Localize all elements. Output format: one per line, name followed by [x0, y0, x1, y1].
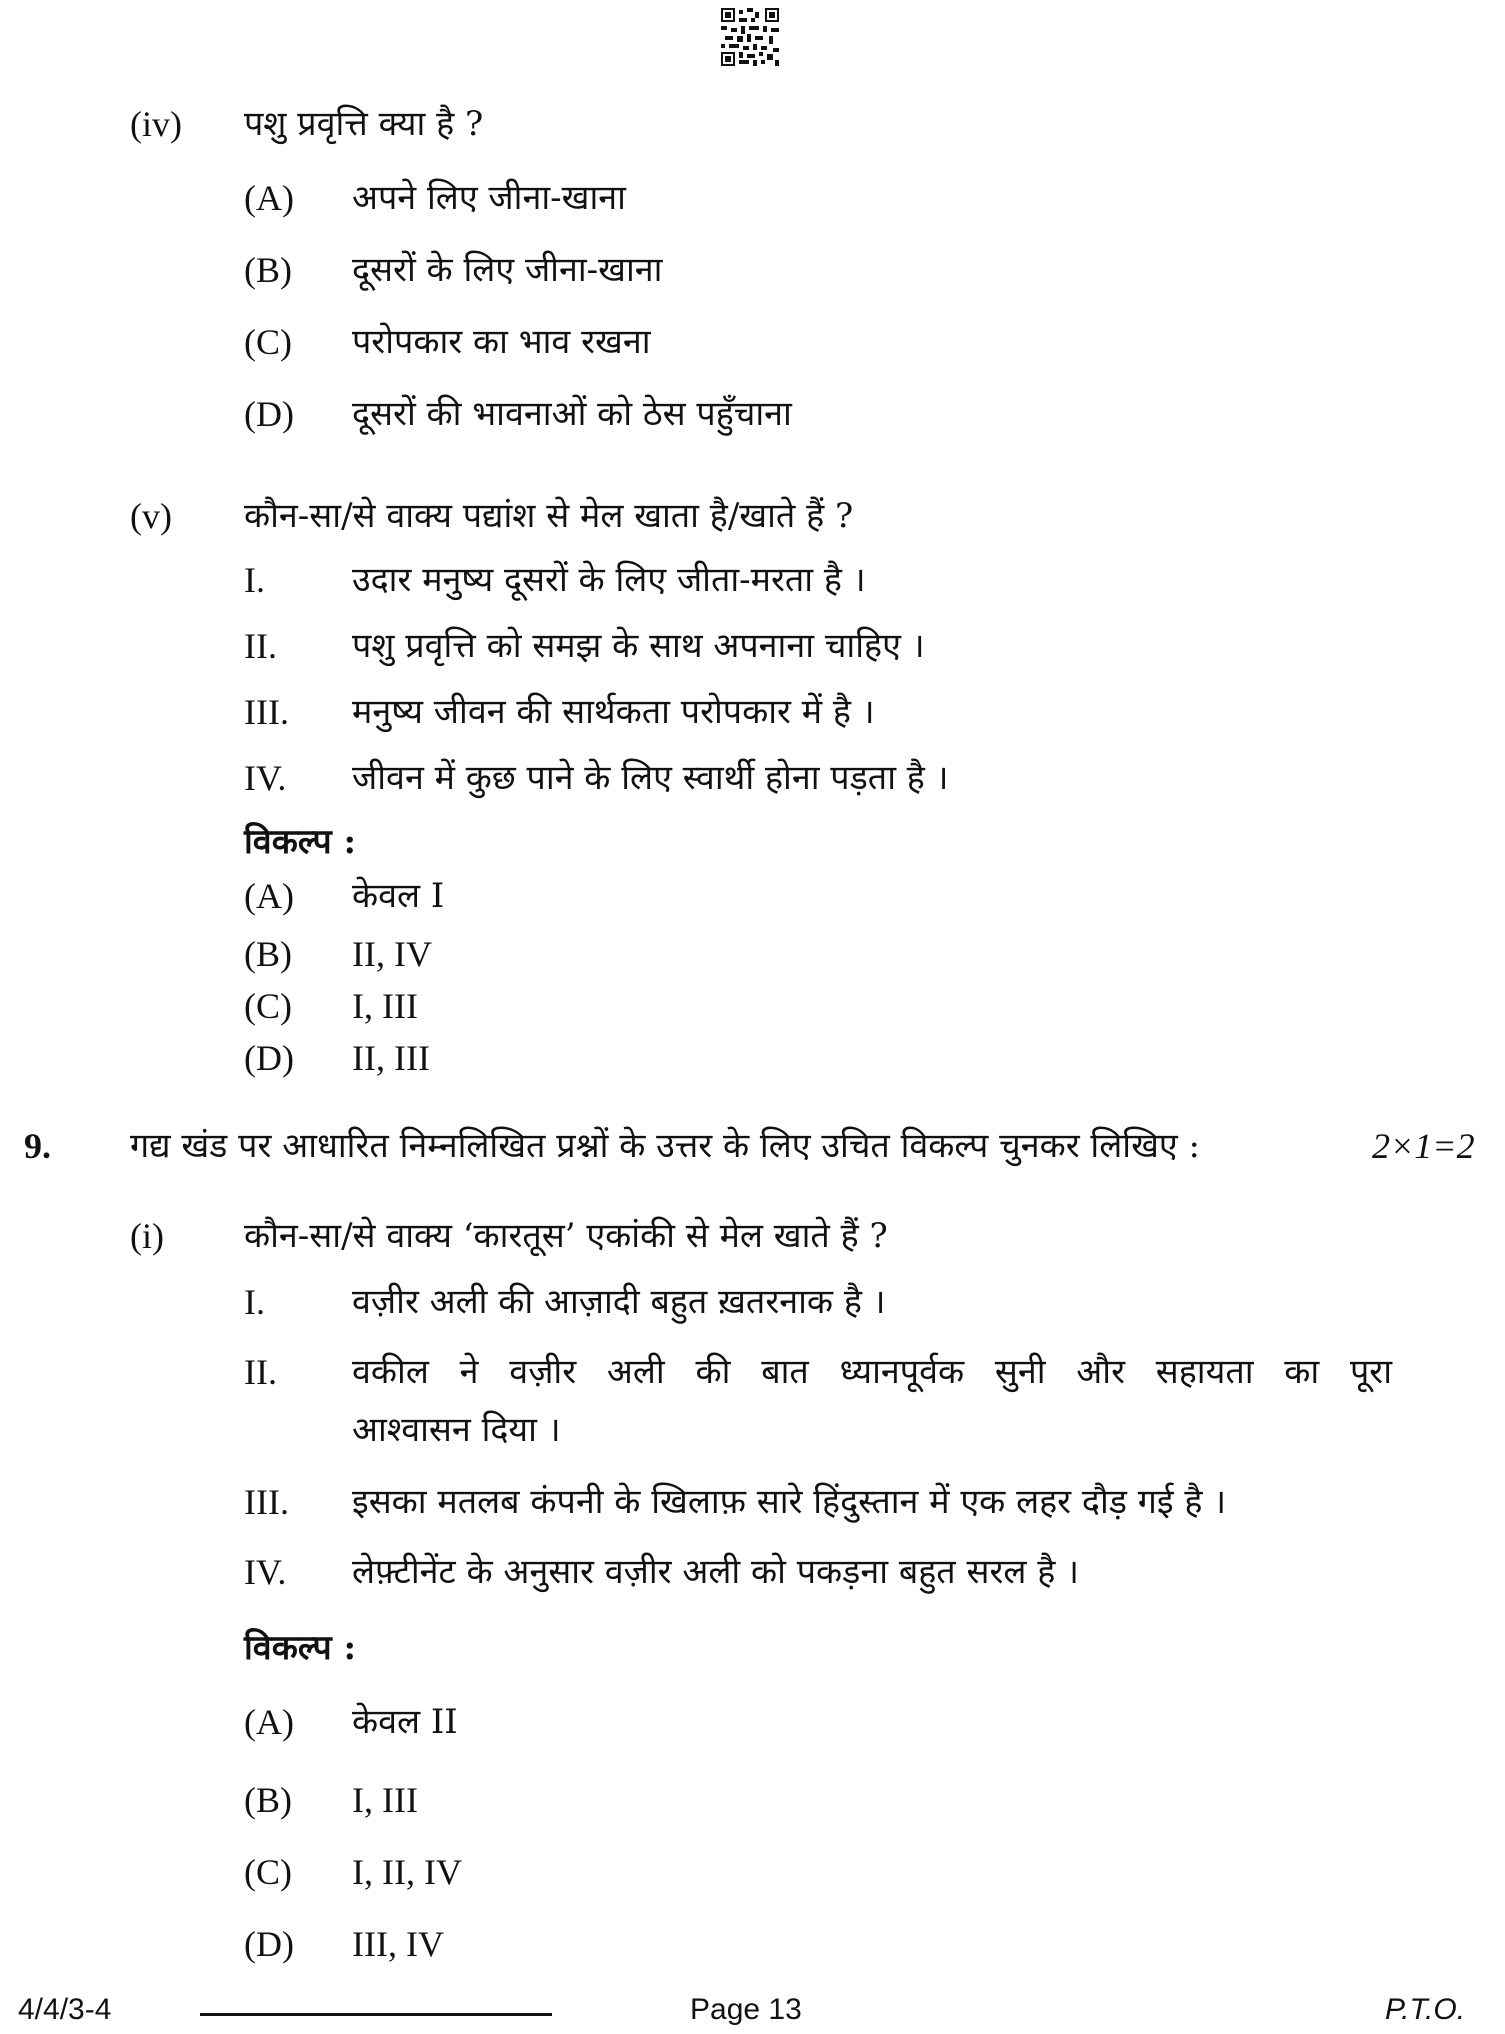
option-text: परोपकार का भाव रखना	[352, 322, 651, 362]
option-label: (A)	[244, 876, 294, 916]
statement-label: I.	[244, 560, 265, 600]
option-label: (A)	[244, 178, 294, 218]
footer-divider	[200, 2013, 552, 2016]
question-text: कौन-सा/से वाक्य ‘कारतूस’ एकांकी से मेल खाते हैं ?	[244, 1216, 888, 1256]
option-label: (B)	[244, 934, 292, 974]
option-label: (B)	[244, 250, 292, 290]
option-label: (A)	[244, 1702, 294, 1742]
option-label: (D)	[244, 1038, 294, 1078]
statement-text: पशु प्रवृत्ति को समझ के साथ अपनाना चाहिए ।	[352, 626, 925, 666]
option-label: (C)	[244, 1852, 292, 1892]
option-text: I, III	[352, 1780, 418, 1820]
statement-text: मनुष्य जीवन की सार्थकता परोपकार में है ।	[352, 692, 875, 732]
statement-text: जीवन में कुछ पाने के लिए स्वार्थी होना पड़ता है ।	[352, 758, 949, 798]
pto-label: P.T.O.	[1385, 1993, 1466, 2026]
statement-label: II.	[244, 626, 277, 666]
statement-text: उदार मनुष्य दूसरों के लिए जीता-मरता है ।	[352, 560, 866, 600]
option-text: दूसरों की भावनाओं को ठेस पहुँचाना	[352, 394, 792, 434]
option-text: केवल I	[352, 876, 445, 916]
option-text: II, III	[352, 1038, 430, 1078]
option-text: केवल II	[352, 1702, 458, 1742]
question-number: (i)	[130, 1216, 164, 1256]
option-label: (C)	[244, 986, 292, 1026]
option-label: (B)	[244, 1780, 292, 1820]
statement-label: IV.	[244, 1552, 287, 1592]
choices-heading: विकल्प :	[244, 1628, 357, 1668]
statement-label: III.	[244, 1482, 289, 1522]
option-text: I, II, IV	[352, 1852, 462, 1892]
option-label: (C)	[244, 322, 292, 362]
option-text: अपने लिए जीना-खाना	[352, 178, 626, 218]
statement-text: इसका मतलब कंपनी के खिलाफ़ सारे हिंदुस्तान में एक लहर दौड़ गई है ।	[352, 1482, 1227, 1522]
question-number: (v)	[130, 496, 172, 536]
option-text: I, III	[352, 986, 418, 1026]
page-number: Page 13	[690, 1993, 802, 2026]
option-text: II, IV	[352, 934, 432, 974]
qr-code	[721, 8, 779, 66]
option-text: दूसरों के लिए जीना-खाना	[352, 250, 663, 290]
statement-label: I.	[244, 1282, 265, 1322]
statement-text-continued: आश्वासन दिया ।	[352, 1410, 561, 1450]
option-label: (D)	[244, 394, 294, 434]
question-text: पशु प्रवृत्ति क्या है ?	[244, 104, 484, 144]
question-number: (iv)	[130, 104, 182, 144]
statement-text: लेफ़्टीनेंट के अनुसार वज़ीर अली को पकड़ना बहुत सरल है ।	[352, 1552, 1079, 1592]
statement-label: II.	[244, 1352, 277, 1392]
choices-heading: विकल्प :	[244, 822, 357, 862]
question-number: 9.	[24, 1126, 51, 1166]
statement-text: वज़ीर अली की आज़ादी बहुत ख़तरनाक है ।	[352, 1282, 886, 1322]
statement-label: IV.	[244, 758, 287, 798]
paper-code: 4/4/3-4	[18, 1993, 112, 2026]
option-label: (D)	[244, 1924, 294, 1964]
statement-text: वकील ने वज़ीर अली की बात ध्यानपूर्वक सुनी और सहायता का पूरा	[352, 1352, 1392, 1392]
marks: 2×1=2	[1372, 1126, 1475, 1166]
question-text: कौन-सा/से वाक्य पद्यांश से मेल खाता है/खाते हैं ?	[244, 496, 854, 536]
statement-label: III.	[244, 692, 289, 732]
option-text: III, IV	[352, 1924, 444, 1964]
question-text: गद्य खंड पर आधारित निम्नलिखित प्रश्नों के उत्तर के लिए उचित विकल्प चुनकर लिखिए :	[130, 1126, 1200, 1166]
